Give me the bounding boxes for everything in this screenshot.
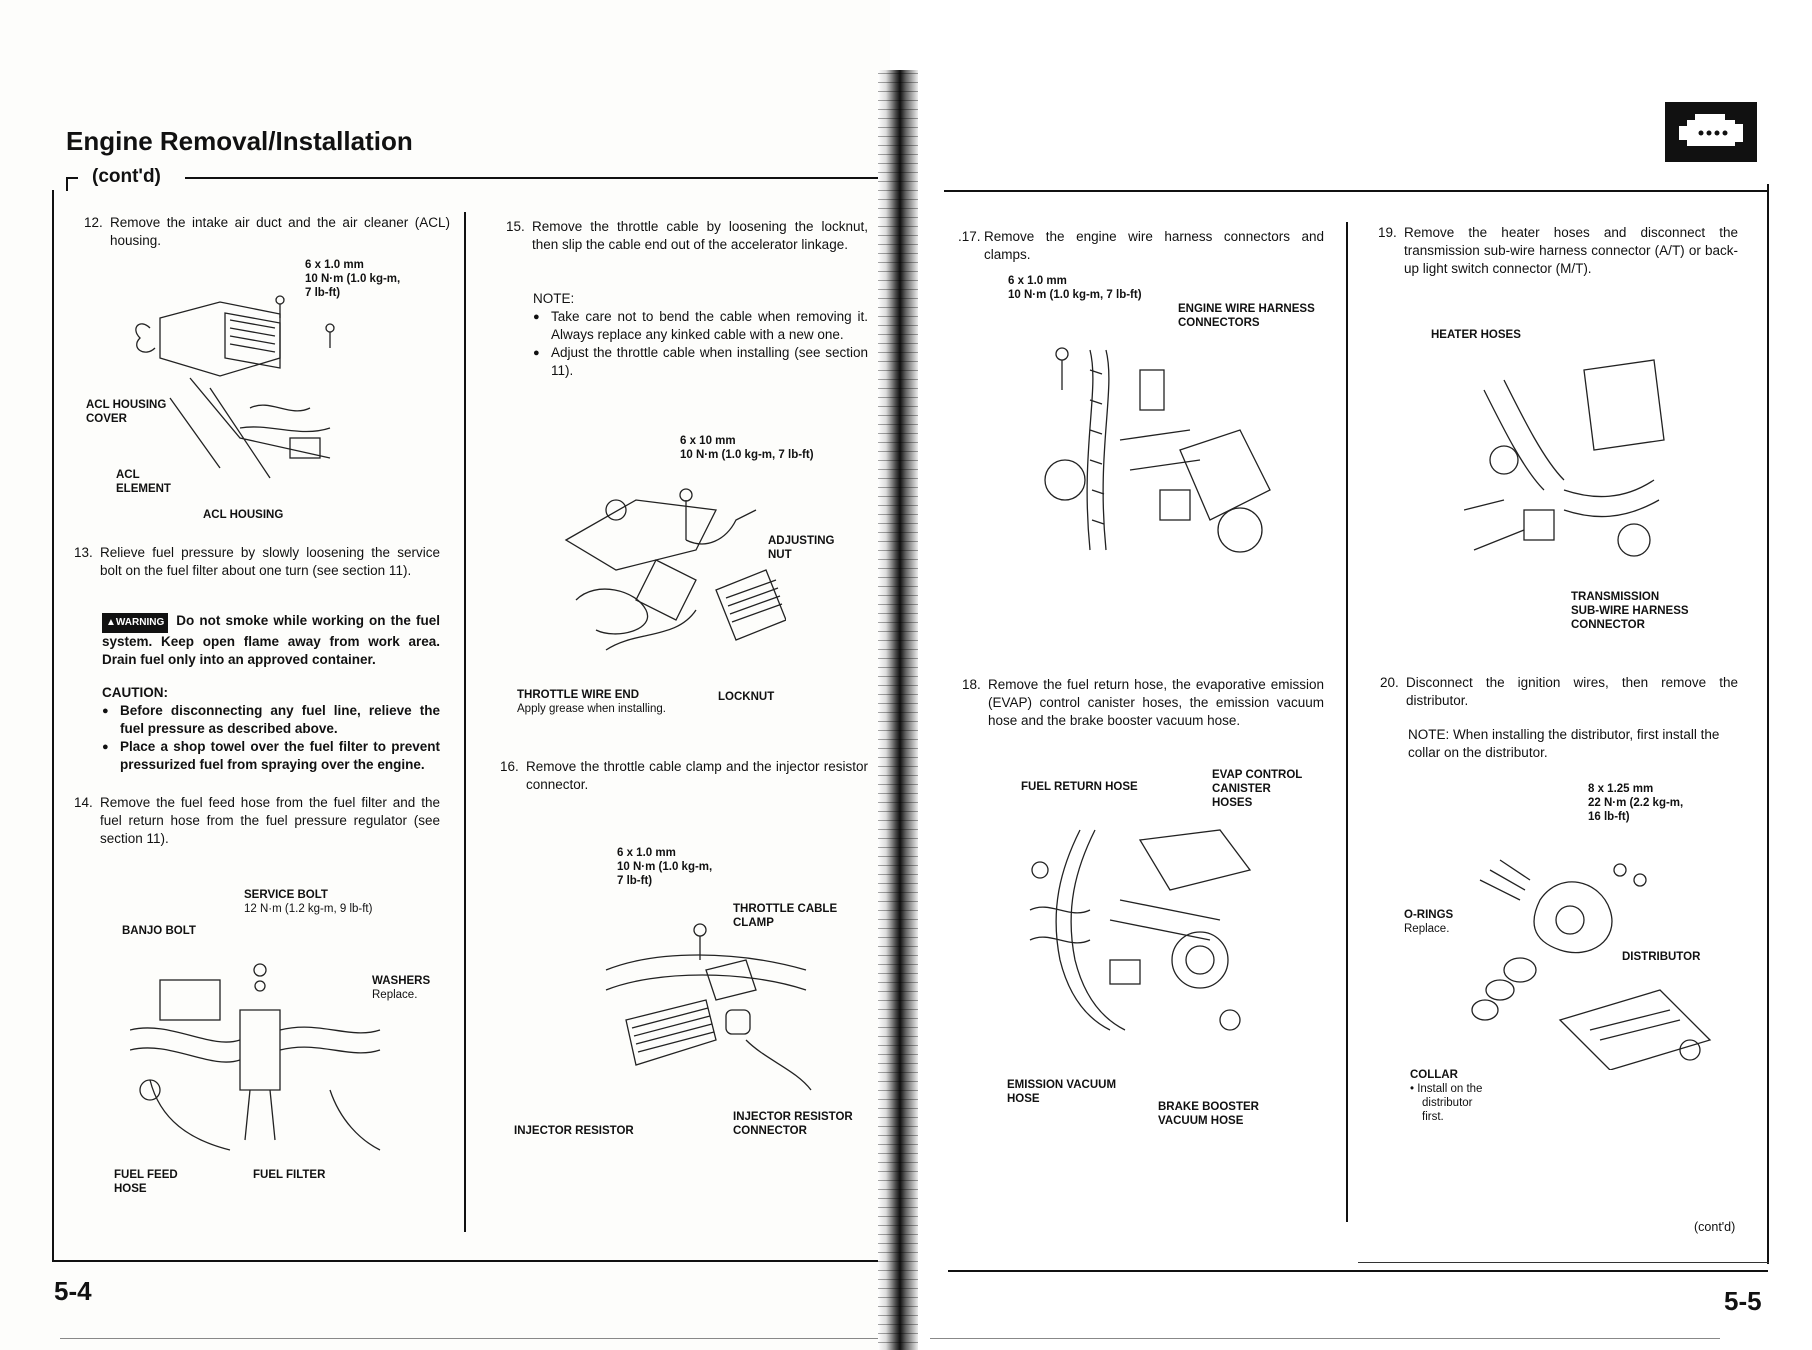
emission-vacuum-hose-label: EMISSION VACUUM [1007, 1079, 1117, 1091]
injector-resistor-label: INJECTOR RESISTOR [514, 1125, 634, 1137]
caution-block: CAUTION: ● Before disconnecting any fuel line, relieve the fuel pressure as described above. ● Place a shop towel over the fuel filter to prevent pressurized fuel from spraying over the engine. [102, 684, 440, 774]
page-subtitle: (cont'd) [92, 166, 161, 187]
fig16-torque-value2: 7 lb-ft) [617, 875, 653, 887]
step-15: 15. Remove the throttle cable by loosening the locknut, then slip the cable end out of the accelerator linkage. [506, 219, 868, 252]
banjo-bolt-label: BANJO BOLT [122, 925, 196, 937]
acl-housing-cover-label-2: COVER [86, 413, 127, 425]
distributor-label: DISTRIBUTOR [1622, 951, 1701, 963]
evap-hoses-label-3: HOSES [1212, 797, 1253, 809]
fuel-feed-hose-label: FUEL FEED [114, 1169, 178, 1181]
heater-hoses-figure [1464, 350, 1674, 580]
fig16-torque-spec: 6 x 1.0 mm [617, 847, 676, 859]
washers-note: Replace. [372, 989, 418, 1001]
fig16-torque-value: 10 N·m (1.0 kg-m, [617, 861, 713, 873]
brake-booster-hose-label: BRAKE BOOSTER [1158, 1101, 1259, 1113]
page-number-left: 5-4 [54, 1276, 92, 1306]
o-rings-label: O-RINGS [1404, 909, 1454, 921]
page-number-right: 5-5 [1724, 1286, 1762, 1316]
fuel-return-figure [1020, 810, 1260, 1050]
fig20-torque-value2: 16 lb-ft) [1588, 811, 1630, 823]
evap-hoses-label-2: CANISTER [1212, 783, 1271, 795]
step-19: 19. Remove the heater hoses and disconnect the transmission sub-wire harness connector (A/T) or back-up light switch connector (M/T). [1378, 225, 1738, 276]
left-page [0, 0, 890, 1350]
acl-element-label-2: ELEMENT [116, 483, 171, 495]
throttle-cable-clamp-label: THROTTLE CABLE [733, 903, 838, 915]
fig15-torque-spec: 6 x 10 mm [680, 435, 736, 447]
fuel-feed-hose-label-2: HOSE [114, 1183, 147, 1195]
transmission-connector-label-2: SUB-WIRE HARNESS [1571, 605, 1689, 617]
fuel-filter-label: FUEL FILTER [253, 1169, 326, 1181]
brake-booster-hose-label-2: VACUUM HOSE [1158, 1115, 1244, 1127]
service-bolt-label: SERVICE BOLT [244, 889, 328, 901]
fig12-torque-value: 10 N·m (1.0 kg-m, [305, 273, 401, 285]
fuel-filter-figure [130, 940, 390, 1160]
fig17-torque-spec: 6 x 1.0 mm [1008, 275, 1067, 287]
service-bolt-torque: 12 N·m (1.2 kg-m, 9 lb-ft) [244, 903, 373, 915]
engine-harness-label-2: CONNECTORS [1178, 317, 1260, 329]
emission-vacuum-hose-label-2: HOSE [1007, 1093, 1040, 1105]
collar-note-1: • Install on the [1410, 1083, 1483, 1095]
transmission-connector-label-3: CONNECTOR [1571, 619, 1645, 631]
fuel-return-hose-label: FUEL RETURN HOSE [1021, 781, 1138, 793]
step-12: 12. Remove the intake air duct and the air cleaner (ACL) housing. [84, 215, 450, 248]
step-18: 18. Remove the fuel return hose, the evaporative emission (EVAP) control canister hoses, the emission vacuum hose and the brake booster vacuum hose. [962, 677, 1324, 728]
acl-housing-cover-label: ACL HOUSING [86, 399, 167, 411]
injector-resistor-connector-label: INJECTOR RESISTOR [733, 1111, 853, 1123]
acl-housing-figure [130, 288, 350, 498]
step-17: .17. Remove the engine wire harness connectors and clamps. [958, 229, 1324, 262]
injector-resistor-connector-label-2: CONNECTOR [733, 1125, 807, 1137]
step-16: 16. Remove the throttle cable clamp and the injector resistor connector. [500, 759, 868, 792]
collar-label: COLLAR [1410, 1069, 1458, 1081]
fig20-torque-spec: 8 x 1.25 mm [1588, 783, 1654, 795]
fig20-torque-value: 22 N·m (2.2 kg-m, [1588, 797, 1684, 809]
collar-note-3: first. [1422, 1111, 1444, 1123]
fig12-torque-value2: 7 lb-ft) [305, 287, 341, 299]
step-20: 20. Disconnect the ignition wires, then remove the distributor. [1380, 675, 1738, 708]
transmission-connector-label: TRANSMISSION [1571, 591, 1660, 603]
o-rings-note: Replace. [1404, 923, 1450, 935]
step-14: 14. Remove the fuel feed hose from the fuel filter and the fuel return hose from the fuel pressure regulator (see section 11). [74, 795, 440, 846]
adjusting-nut-label-2: NUT [768, 549, 792, 561]
warning-badge: ▲WARNING [102, 613, 168, 633]
adjusting-nut-label: ADJUSTING [768, 535, 835, 547]
fig17-torque-value: 10 N·m (1.0 kg-m, 7 lb-ft) [1008, 289, 1142, 301]
locknut-label: LOCKNUT [718, 691, 775, 703]
collar-note-2: distributor [1422, 1097, 1473, 1109]
fig15-torque-value: 10 N·m (1.0 kg-m, 7 lb-ft) [680, 449, 814, 461]
engine-harness-label: ENGINE WIRE HARNESS [1178, 303, 1315, 315]
warning-block: ▲WARNING Do not smoke while working on the fuel system. Keep open flame away from work area. Drain fuel only into an approved container. [102, 613, 440, 667]
heater-hoses-label: HEATER HOSES [1431, 329, 1521, 341]
throttle-cable-figure [556, 480, 786, 680]
evap-hoses-label: EVAP CONTROL [1212, 769, 1303, 781]
continued-label: (cont'd) [1694, 1220, 1736, 1234]
acl-element-label: ACL [116, 469, 140, 481]
fig12-torque-spec: 6 x 1.0 mm [305, 259, 364, 271]
washers-label: WASHERS [372, 975, 431, 987]
grease-note: Apply grease when installing. [517, 703, 666, 715]
throttle-cable-clamp-label-2: CLAMP [733, 917, 774, 929]
throttle-clamp-figure [596, 900, 816, 1100]
wire-harness-figure [1040, 330, 1280, 580]
page-title: Engine Removal/Installation [66, 126, 413, 156]
engine-icon [1665, 102, 1757, 162]
note-15: NOTE: ● Take care not to bend the cable when removing it. Always replace any kinked cable with a new one. ● Adjust the throttle cable when installing (see section 11). [533, 290, 868, 380]
step-13: 13. Relieve fuel pressure by slowly loosening the service bolt on the fuel filter about one turn (see section 11). [74, 545, 440, 578]
note-20: NOTE: When installing the distributor, first install the collar on the distributor. [1408, 727, 1720, 760]
throttle-wire-end-label: THROTTLE WIRE END [517, 689, 640, 701]
acl-housing-label: ACL HOUSING [203, 509, 284, 521]
